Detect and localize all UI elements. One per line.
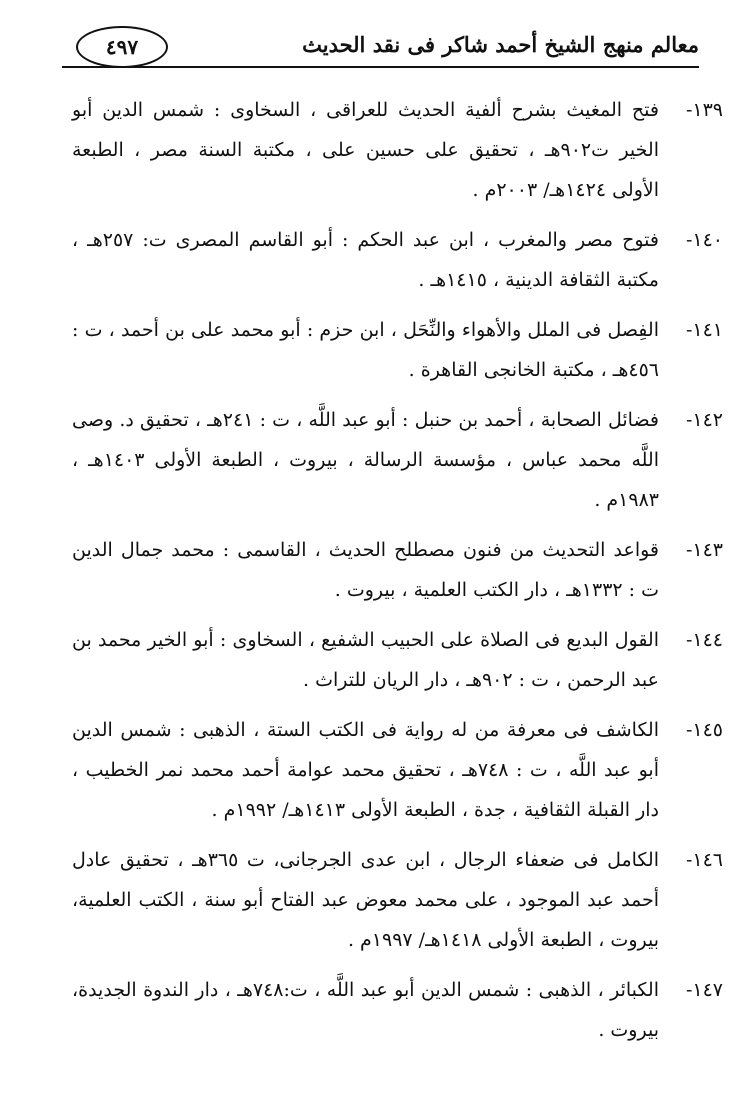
entry-text: قواعد التحديث من فنون مصطلح الحديث ، القاسمى : محمد جمال الدين ت : ١٣٣٢هـ ، دار الكتب العلمية ، بيروت . [72, 539, 659, 601]
page-number: ٤٩٧ [76, 26, 168, 68]
entry-number: ١٤٦- [685, 849, 723, 871]
bibliography-entry [72, 710, 723, 830]
entry-text: الكاشف فى معرفة من له رواية فى الكتب الستة ، الذهبى : شمس الدين أبو عبد اللَّه ، ت : ٧٤٨هـ ، تحقيق محمد عوامة أحمد محمد نمر الخطيب ، دار القبلة الثقافية ، جدة ، الطبعة الأولى ١٤١٣هـ/ ١٩٩٢م . [72, 719, 659, 821]
entry-number: ١٤٠- [685, 229, 723, 251]
entry-number: ١٤٧- [685, 979, 723, 1001]
bibliography-entry [72, 620, 723, 700]
header-rule [62, 66, 699, 68]
entry-text: الكامل فى ضعفاء الرجال ، ابن عدى الجرجانى، ت ٣٦٥هـ ، تحقيق عادل أحمد عبد الموجود ، على محمد معوض عبد الفتاح أبو سنة ، الكتب العلمية، بيروت ، الطبعة الأولى ١٤١٨هـ/ ١٩٩٧م . [72, 849, 659, 951]
entry-text: القول البديع فى الصلاة على الحبيب الشفيع ، السخاوى : أبو الخير محمد بن عبد الرحمن ، ت : ٩٠٢هـ ، دار الريان للتراث . [72, 629, 659, 691]
entry-text: فتح المغيث بشرح ألفية الحديث للعراقى ، السخاوى : شمس الدين أبو الخير ت٩٠٢هـ ، تحقيق على حسين على ، مكتبة السنة مصر ، الطبعة الأولى ١٤٢٤هـ/ ٢٠٠٣م . [72, 99, 659, 201]
entry-number: ١٤١- [685, 319, 723, 341]
entry-text: الكبائر ، الذهبى : شمس الدين أبو عبد اللَّه ، ت:٧٤٨هـ ، دار الندوة الجديدة، بيروت . [72, 979, 659, 1041]
bibliography-entry [72, 310, 723, 390]
page-header [62, 22, 699, 68]
entry-text: الفِصل فى الملل والأهواء والنِّحَل ، ابن حزم : أبو محمد على بن أحمد ، ت : ٤٥٦هـ ، مكتبة الخانجى القاهرة . [72, 319, 659, 381]
entry-number: ١٤٥- [685, 719, 723, 741]
bibliography-list [72, 90, 723, 1060]
running-title: معالم منهج الشيخ أحمد شاكر فى نقد الحديث [302, 32, 699, 57]
bibliography-entry [72, 220, 723, 300]
bibliography-entry [72, 90, 723, 210]
bibliography-entry [72, 400, 723, 520]
bibliography-entry [72, 530, 723, 610]
bibliography-entry [72, 970, 723, 1050]
entry-number: ١٤٣- [685, 539, 723, 561]
entry-number: ١٤٢- [685, 409, 723, 431]
entry-text: فتوح مصر والمغرب ، ابن عبد الحكم : أبو القاسم المصرى ت: ٢٥٧هـ ، مكتبة الثقافة الدينية ، ١٤١٥هـ . [72, 229, 659, 291]
entry-number: ١٤٤- [685, 629, 723, 651]
bibliography-entry [72, 840, 723, 960]
entry-text: فضائل الصحابة ، أحمد بن حنبل : أبو عبد اللَّه ، ت : ٢٤١هـ ، تحقيق د. وصى اللَّه محمد عباس ، مؤسسة الرسالة ، بيروت ، الطبعة الأولى ١٤٠٣هـ ، ١٩٨٣م . [72, 409, 660, 511]
entry-number: ١٣٩- [685, 99, 723, 121]
